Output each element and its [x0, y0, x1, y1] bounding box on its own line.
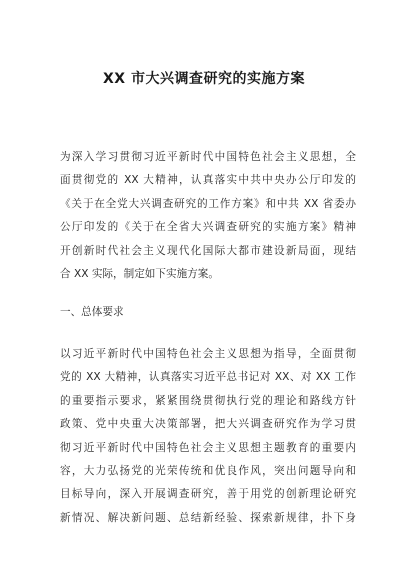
intro-line: 开创新时代社会主义现代化国际大都市建设新局面，现结 [60, 244, 356, 257]
section-paragraph [60, 343, 356, 530]
section-line: 的重要指示要求，紧紧围绕贯彻执行党的理论和路线方针 [60, 394, 356, 407]
intro-line: 《关于在全党大兴调查研究的工作方案》和中共 XX 省委办 [60, 197, 356, 210]
intro-line: 面贯彻党的 XX 大精神，认真落实中共中央办公厅印发的 [60, 174, 356, 187]
intro-line: 合 XX 实际，制定如下实施方案。 [60, 267, 219, 280]
section-line: 以习近平新时代中国特色社会主义思想为指导，全面贯彻 [60, 348, 356, 360]
section-line: 目标导向，深入开展调查研究，善于用党的创新理论研究 [60, 488, 356, 501]
section-line: 彻习近平新时代中国特色社会主义思想主题教育的重要内 [60, 441, 356, 454]
intro-line: 为深入学习贯彻习近平新时代中国特色社会主义思想，全 [60, 151, 356, 163]
document-title: XX 市大兴调查研究的实施方案 [103, 71, 305, 87]
section-heading: 一、总体要求 [60, 306, 124, 318]
intro-paragraph [60, 146, 356, 286]
intro-line: 公厅印发的《关于在全省大兴调查研究的实施方案》精神 [60, 221, 356, 234]
section-line: 新情况、解决新问题、总结新经验、探索新规律，扑下身 [60, 511, 356, 524]
section-line: 党的 XX 大精神，认真落实习近平总书记对 XX、对 XX 工作 [60, 371, 356, 384]
section-line: 政策、党中央重大决策部署，把大兴调查研究作为学习贯 [60, 418, 356, 431]
section-line: 容，大力弘扬党的光荣传统和优良作风，突出问题导向和 [60, 464, 356, 477]
